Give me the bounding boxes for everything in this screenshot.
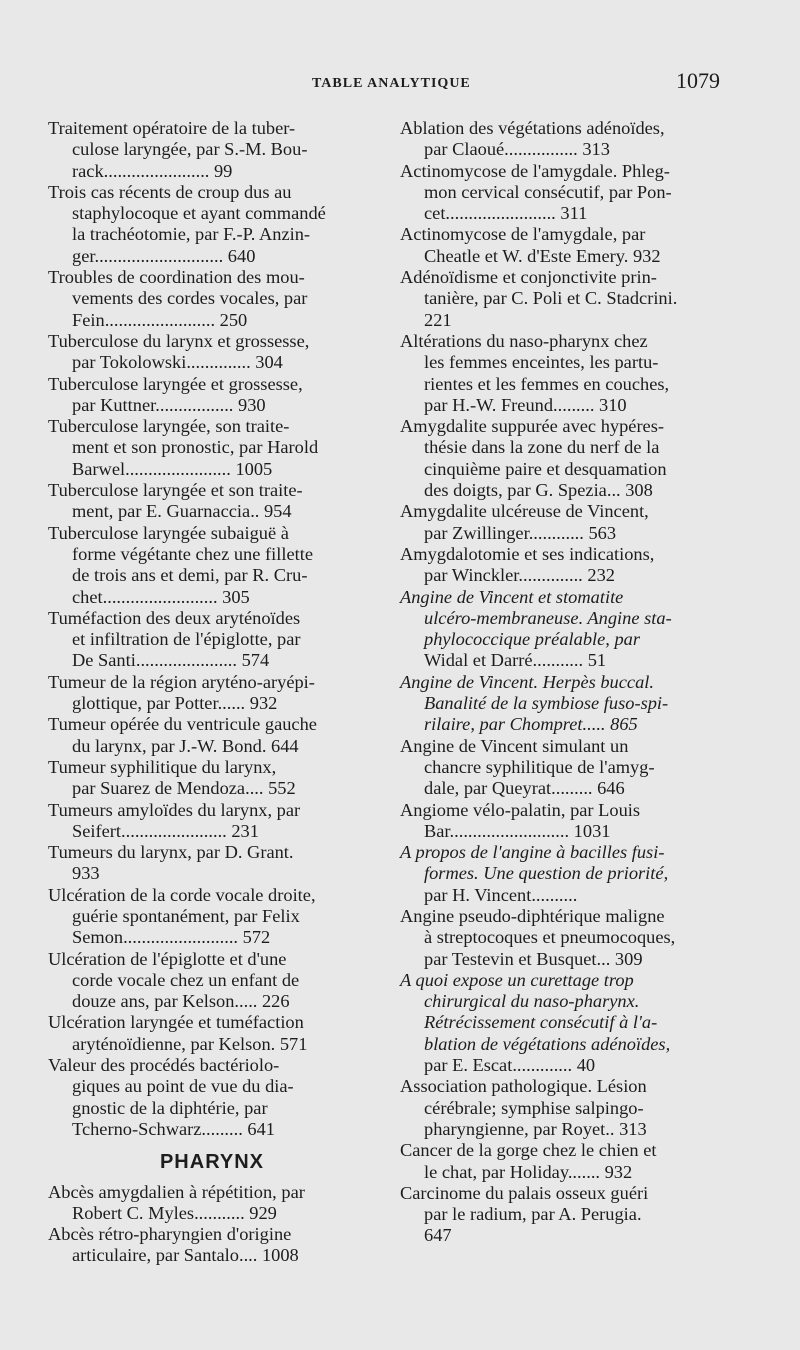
entry-line: par Suarez de Mendoza.... 552 bbox=[72, 778, 296, 799]
index-entry bbox=[48, 331, 376, 374]
index-entry bbox=[48, 182, 376, 267]
entry-line: Ablation des végétations adénoïdes, bbox=[400, 118, 665, 138]
index-entry bbox=[400, 544, 732, 587]
entry-line: chet......................... 305 bbox=[72, 586, 250, 607]
entry-line: articulaire, par Santalo.... 1008 bbox=[72, 1245, 299, 1266]
entry-line: Banalité de la symbiose fuso-spi- bbox=[424, 693, 669, 714]
index-entry bbox=[400, 416, 732, 501]
index-entry bbox=[48, 842, 376, 885]
entry-line: Cheatle et W. d'Este Emery. 932 bbox=[424, 245, 661, 266]
entry-line: Association pathologique. Lésion bbox=[400, 1076, 647, 1097]
index-entry bbox=[400, 970, 732, 1076]
entry-line: chirurgical du naso-pharynx. bbox=[424, 991, 640, 1012]
index-entry bbox=[400, 501, 732, 544]
page-number: 1079 bbox=[676, 68, 720, 93]
entry-line: Ulcération de la corde vocale droite, bbox=[48, 884, 316, 905]
entry-line: Ulcération de l'épiglotte et d'une bbox=[48, 948, 287, 969]
entry-line: Tuméfaction des deux aryténoïdes bbox=[48, 607, 301, 628]
index-entry bbox=[48, 1224, 376, 1267]
index-entry bbox=[48, 949, 376, 1013]
index-entry bbox=[48, 757, 376, 800]
index-entry bbox=[48, 523, 376, 608]
index-entry bbox=[48, 1012, 376, 1055]
entry-line: phylococcique préalable, par bbox=[424, 629, 641, 650]
entry-line: thésie dans la zone du nerf de la bbox=[424, 437, 660, 458]
entry-line: Tuberculose laryngée subaiguë à bbox=[48, 522, 289, 543]
entry-line: Semon......................... 572 bbox=[72, 927, 271, 948]
entry-line: Trois cas récents de croup dus au bbox=[48, 181, 292, 202]
index-entry bbox=[400, 331, 732, 416]
entry-line: Angine de Vincent. Herpès buccal. bbox=[400, 671, 654, 692]
entry-line: par Testevin et Busquet... 309 bbox=[424, 948, 643, 969]
right-column bbox=[400, 118, 732, 1247]
entry-line: Angiome vélo-palatin, par Louis bbox=[400, 799, 641, 820]
index-entry bbox=[48, 416, 376, 480]
entry-line: A propos de l'angine à bacilles fusi- bbox=[400, 842, 665, 863]
entry-line: Tuberculose laryngée et grossesse, bbox=[48, 373, 303, 394]
entry-line: Amygdalotomie et ses indications, bbox=[400, 543, 655, 564]
entry-line: Tuberculose du larynx et grossesse, bbox=[48, 330, 310, 351]
entry-line: forme végétante chez une fillette bbox=[72, 543, 313, 564]
entry-line: ger............................ 640 bbox=[72, 245, 256, 266]
entry-line: Actinomycose de l'amygdale. Phleg- bbox=[400, 160, 670, 181]
entry-line: Tumeur opérée du ventricule gauche bbox=[48, 714, 317, 735]
entry-line: Actinomycose de l'amygdale, par bbox=[400, 224, 646, 245]
index-entry bbox=[48, 118, 376, 182]
entry-line: le chat, par Holiday....... 932 bbox=[424, 1161, 633, 1182]
entry-line: Altérations du naso-pharynx chez bbox=[400, 330, 648, 351]
index-entry bbox=[400, 161, 732, 225]
index-entry bbox=[400, 224, 732, 267]
entry-line: ment, par E. Guarnaccia.. 954 bbox=[72, 501, 292, 522]
entry-line: Angine de Vincent simulant un bbox=[400, 735, 629, 756]
entry-line: giques au point de vue du dia- bbox=[72, 1076, 294, 1097]
entry-line: 933 bbox=[72, 863, 100, 884]
index-entry bbox=[400, 800, 732, 843]
index-entry bbox=[48, 800, 376, 843]
entry-line: guérie spontanément, par Felix bbox=[72, 905, 300, 926]
section-heading: PHARYNX bbox=[159, 1151, 265, 1174]
entry-line: Angine pseudo-diphtérique maligne bbox=[400, 905, 665, 926]
index-entry bbox=[400, 118, 732, 161]
running-title: TABLE ANALYTIQUE bbox=[312, 76, 471, 91]
index-entry bbox=[400, 267, 732, 331]
entry-line: formes. Une question de priorité, bbox=[424, 863, 669, 884]
entry-line: Barwel....................... 1005 bbox=[72, 458, 273, 479]
entry-line: rack....................... 99 bbox=[72, 160, 233, 181]
entry-line: Amygdalite suppurée avec hypéres- bbox=[400, 416, 665, 437]
index-entry bbox=[400, 587, 732, 672]
entry-line: Tumeurs amyloïdes du larynx, par bbox=[48, 799, 301, 820]
entry-line: Traitement opératoire de la tuber- bbox=[48, 118, 296, 138]
entry-line: Cancer de la gorge chez le chien et bbox=[400, 1140, 657, 1161]
index-entry bbox=[400, 906, 732, 970]
index-entry bbox=[400, 1140, 732, 1183]
entry-line: vements des cordes vocales, par bbox=[72, 288, 308, 309]
index-entry bbox=[400, 1183, 732, 1247]
entry-line: les femmes enceintes, les partu- bbox=[424, 352, 659, 373]
entry-line: ment et son pronostic, par Harold bbox=[72, 437, 319, 458]
index-entry bbox=[48, 480, 376, 523]
entry-line: gnostic de la diphtérie, par bbox=[72, 1097, 268, 1118]
entry-line: Ulcération laryngée et tuméfaction bbox=[48, 1012, 304, 1033]
entry-line: Tumeur syphilitique du larynx, bbox=[48, 756, 277, 777]
entry-line: par le radium, par A. Perugia. bbox=[424, 1204, 642, 1225]
entry-line: la trachéotomie, par F.-P. Anzin- bbox=[72, 224, 311, 245]
entry-line: dale, par Queyrat......... 646 bbox=[424, 778, 625, 799]
index-entry bbox=[48, 608, 376, 672]
entry-line: de trois ans et demi, par R. Cru- bbox=[72, 565, 308, 586]
index-entry bbox=[400, 842, 732, 906]
index-entry bbox=[48, 1182, 376, 1225]
entry-line: A quoi expose un curettage trop bbox=[400, 969, 634, 990]
entry-line: rilaire, par Chompret..... 865 bbox=[424, 714, 638, 735]
index-entry bbox=[48, 714, 376, 757]
entry-line: Troubles de coordination des mou- bbox=[48, 267, 305, 288]
entry-line: glottique, par Potter...... 932 bbox=[72, 693, 278, 714]
entry-line: par H. Vincent.......... bbox=[424, 884, 578, 905]
index-entry bbox=[48, 885, 376, 949]
entry-line: par H.-W. Freund......... 310 bbox=[424, 394, 627, 415]
entry-line: Abcès amygdalien à répétition, par bbox=[48, 1181, 305, 1202]
entry-line: Tumeurs du larynx, par D. Grant. bbox=[48, 842, 294, 863]
entry-line: par E. Escat............. 40 bbox=[424, 1055, 596, 1076]
entry-line: Rétrécissement consécutif à l'a- bbox=[424, 1012, 658, 1033]
entry-line: par Kuttner................. 930 bbox=[72, 394, 266, 415]
index-entry bbox=[48, 374, 376, 417]
left-column bbox=[48, 118, 376, 1267]
index-entry bbox=[400, 1076, 732, 1140]
entry-line: à streptocoques et pneumocoques, bbox=[424, 927, 676, 948]
entry-line: Fein........................ 250 bbox=[72, 309, 248, 330]
index-entry bbox=[400, 672, 732, 736]
entry-line: Tuberculose laryngée, son traite- bbox=[48, 416, 290, 437]
entry-line: par Claoué................ 313 bbox=[424, 139, 610, 160]
index-entry bbox=[400, 736, 732, 800]
entry-line: Tuberculose laryngée et son traite- bbox=[48, 480, 303, 501]
entry-line: Seifert....................... 231 bbox=[72, 820, 259, 841]
entry-line: corde vocale chez un enfant de bbox=[72, 969, 300, 990]
entry-line: Tumeur de la région aryténo-aryépi- bbox=[48, 671, 315, 692]
entry-line: et infiltration de l'épiglotte, par bbox=[72, 629, 301, 650]
entry-line: du larynx, par J.-W. Bond. 644 bbox=[72, 735, 299, 756]
entry-line: 221 bbox=[424, 309, 452, 330]
entry-line: par Winckler.............. 232 bbox=[424, 565, 615, 586]
entry-line: tanière, par C. Poli et C. Stadcrini. bbox=[424, 288, 678, 309]
entry-line: chancre syphilitique de l'amyg- bbox=[424, 756, 655, 777]
entry-line: des doigts, par G. Spezia... 308 bbox=[424, 480, 653, 501]
entry-line: aryténoïdienne, par Kelson. 571 bbox=[72, 1033, 308, 1054]
entry-line: ulcéro-membraneuse. Angine sta- bbox=[424, 607, 672, 628]
entry-line: Amygdalite ulcéreuse de Vincent, bbox=[400, 501, 649, 522]
entry-line: cet........................ 311 bbox=[424, 203, 588, 224]
entry-line: douze ans, par Kelson..... 226 bbox=[72, 991, 290, 1012]
entry-line: Widal et Darré........... 51 bbox=[424, 650, 607, 671]
entry-line: cérébrale; symphise salpingo- bbox=[424, 1097, 644, 1118]
entry-line: blation de végétations adénoïdes, bbox=[424, 1033, 671, 1054]
entry-line: 647 bbox=[424, 1225, 452, 1246]
index-entry bbox=[48, 672, 376, 715]
entry-line: Robert C. Myles........... 929 bbox=[72, 1202, 277, 1223]
index-entry bbox=[48, 267, 376, 331]
entry-line: cinquième paire et desquamation bbox=[424, 458, 667, 479]
entry-line: Adénoïdisme et conjonctivite prin- bbox=[400, 267, 657, 288]
entry-line: Valeur des procédés bactériolo- bbox=[48, 1055, 280, 1076]
entry-line: De Santi...................... 574 bbox=[72, 650, 270, 671]
entry-line: rientes et les femmes en couches, bbox=[424, 373, 670, 394]
entry-line: mon cervical consécutif, par Pon- bbox=[424, 181, 672, 202]
entry-line: culose laryngée, par S.-M. Bou- bbox=[72, 139, 308, 160]
entry-line: par Zwillinger............ 563 bbox=[424, 522, 617, 543]
entry-line: Carcinome du palais osseux guéri bbox=[400, 1182, 649, 1203]
entry-line: Abcès rétro-pharyngien d'origine bbox=[48, 1224, 292, 1245]
entry-line: pharyngienne, par Royet.. 313 bbox=[424, 1118, 647, 1139]
index-entry bbox=[48, 1055, 376, 1140]
entry-line: Tcherno-Schwarz......... 641 bbox=[72, 1118, 275, 1139]
entry-line: Angine de Vincent et stomatite bbox=[400, 586, 624, 607]
entry-line: staphylocoque et ayant commandé bbox=[72, 203, 326, 224]
entry-line: Bar.......................... 1031 bbox=[424, 820, 611, 841]
entry-line: par Tokolowski.............. 304 bbox=[72, 352, 283, 373]
